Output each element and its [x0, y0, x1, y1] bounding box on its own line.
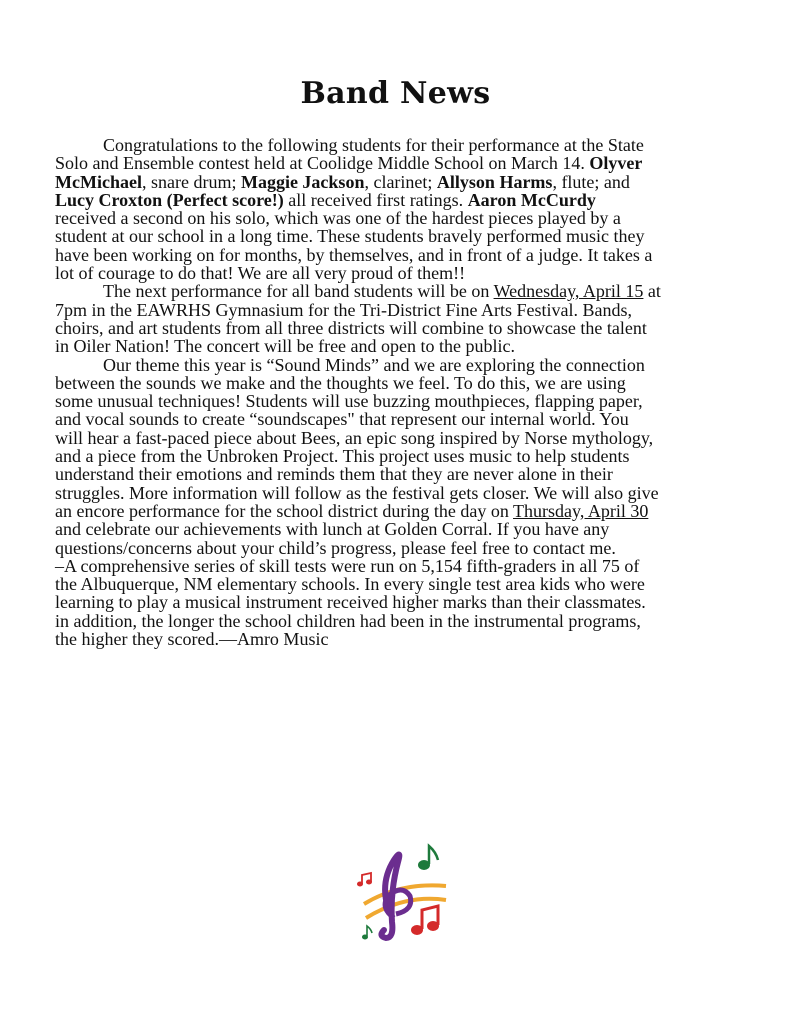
text-line: [55, 392, 745, 410]
text-run: and vocal sounds to create “soundscapes" that represent our internal world. You: [55, 409, 629, 430]
text-run: questions/concerns about your child’s progress, please feel free to contact me.: [55, 537, 616, 558]
text-line: [55, 502, 745, 520]
text-line: [55, 520, 745, 538]
text-line: [55, 227, 745, 245]
text-run: and a piece from the Unbroken Project. This project uses music to help students: [55, 446, 630, 467]
paragraph: [55, 136, 745, 282]
text-line: [55, 465, 745, 483]
text-run: an encore performance for the school district during the day on: [55, 500, 514, 521]
text-run: Our theme this year is “Sound Minds” and we are exploring the connection: [103, 354, 645, 375]
text-line: [55, 282, 745, 300]
text-run: between the sounds we make and the thoughts we feel. To do this, we are using: [55, 372, 626, 393]
music-notes-logo: [350, 842, 454, 944]
text-run: student at our school in a long time. These students bravely performed music they: [55, 226, 645, 247]
text-run: and celebrate our achievements with lunch at Golden Corral. If you have any: [55, 519, 610, 540]
text-line: [55, 173, 745, 191]
event-date: Thursday, April 30: [513, 500, 649, 521]
text-run: all received first ratings.: [283, 189, 468, 210]
text-run: –A comprehensive series of skill tests were run on 5,154 fifth-graders in all 75 of: [55, 555, 640, 576]
text-run: , clarinet;: [364, 171, 437, 192]
text-run: in Oiler Nation! The concert will be free and open to the public.: [55, 336, 516, 357]
text-line: [55, 593, 745, 611]
text-line: [55, 154, 745, 172]
text-line: [55, 630, 745, 648]
text-line: [55, 429, 745, 447]
text-line: [55, 447, 745, 465]
paragraph: [55, 557, 745, 648]
text-line: [55, 410, 745, 428]
text-line: [55, 557, 745, 575]
text-line: [55, 539, 745, 557]
text-run: received a second on his solo, which was one of the hardest pieces played by a: [55, 208, 621, 229]
text-run: choirs, and art students from all three districts will combine to showcase the talent: [55, 317, 647, 338]
text-run: Congratulations to the following students for their performance at the State: [103, 135, 644, 155]
text-run: Solo and Ensemble contest held at Coolidge Middle School on March 14.: [55, 153, 590, 174]
text-run: 7pm in the EAWRHS Gymnasium for the Tri-District Fine Arts Festival. Bands,: [55, 299, 633, 320]
text-line: [55, 356, 745, 374]
paragraph: [55, 356, 745, 557]
text-line: [55, 337, 745, 355]
text-run: have been working on for months, by themselves, and in front of a judge. It takes a: [55, 244, 653, 265]
event-date: Wednesday, April 15: [493, 281, 644, 302]
text-run: in addition, the longer the school children had been in the instrumental programs,: [55, 610, 641, 631]
student-name: Maggie Jackson: [240, 171, 365, 192]
paragraph: [55, 282, 745, 355]
text-run: understand their emotions and reminds them that they are never alone in their: [55, 464, 613, 485]
text-line: [55, 301, 745, 319]
text-line: [55, 136, 745, 154]
student-name: Aaron McCurdy: [467, 189, 596, 210]
text-line: [55, 319, 745, 337]
text-run: some unusual techniques! Students will use buzzing mouthpieces, flapping paper,: [55, 391, 643, 412]
page-title: Band News: [300, 76, 491, 111]
text-run: , snare drum;: [141, 171, 241, 192]
student-name: Olyver: [589, 153, 643, 174]
text-run: lot of courage to do that! We are all very proud of them!!: [55, 263, 466, 284]
text-line: [55, 575, 745, 593]
student-name: Allyson Harms: [436, 171, 553, 192]
text-run: , flute; and: [552, 171, 630, 192]
text-line: [55, 264, 745, 282]
text-line: [55, 484, 745, 502]
text-line: [55, 191, 745, 209]
student-name: McMichael: [55, 171, 142, 192]
student-name: Lucy Croxton (Perfect score!): [55, 189, 284, 210]
text-run: The next performance for all band students will be on: [103, 281, 494, 302]
text-run: at: [643, 281, 661, 302]
text-run: the higher they scored.—Amro Music: [55, 629, 329, 650]
text-line: [55, 612, 745, 630]
text-run: the Albuquerque, NM elementary schools. In every single test area kids who were: [55, 574, 645, 595]
text-line: [55, 246, 745, 264]
text-run: struggles. More information will follow as the festival gets closer. We will also give: [55, 482, 659, 503]
text-line: [55, 374, 745, 392]
text-run: will hear a fast-paced piece about Bees, an epic song inspired by Norse mythology,: [55, 427, 654, 448]
text-run: learning to play a musical instrument received higher marks than their classmates.: [55, 592, 646, 613]
text-line: [55, 209, 745, 227]
article-body: [55, 136, 745, 648]
